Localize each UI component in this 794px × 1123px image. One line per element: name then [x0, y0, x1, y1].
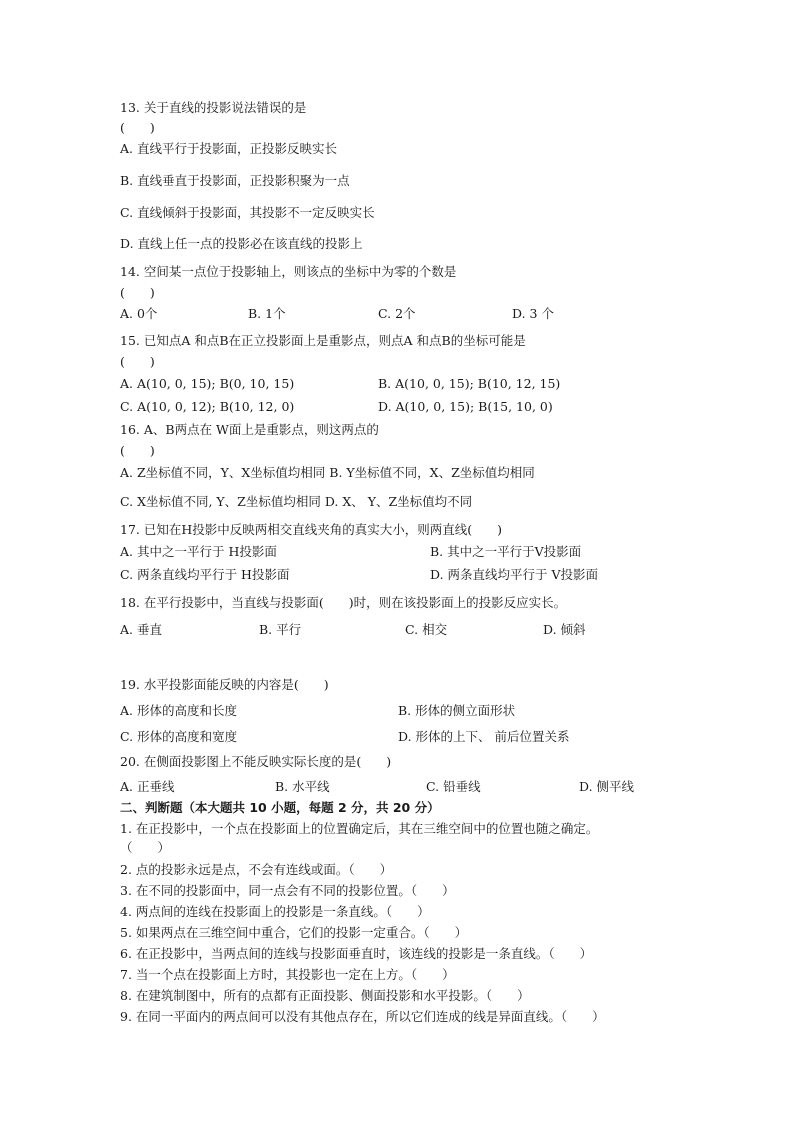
q17-option-c: C. 两条直线均平行于 H投影面 — [120, 567, 290, 582]
q14-blank: ( ) — [120, 285, 155, 300]
q19-option-a: A. 形体的高度和长度 — [120, 703, 237, 718]
q17-option-b: B. 其中之一平行于V投影面 — [430, 544, 582, 559]
q19-option-c: C. 形体的高度和宽度 — [120, 729, 238, 744]
judge-item-1: 1. 在正投影中，一个点在投影面上的位置确定后，其在三维空间中的位置也随之确定。 — [120, 821, 599, 836]
q15-blank: ( ) — [120, 354, 155, 369]
judge-item-7: 7. 当一个点在投影面上方时，其投影也一定在上方。（ ） — [120, 967, 455, 982]
q13-blank: ( ) — [120, 120, 155, 135]
q20-stem: 20. 在侧面投影图上不能反映实际长度的是( ) — [120, 754, 392, 769]
q15-option-c: C. A(10, 0, 12); B(10, 12, 0) — [120, 399, 295, 414]
q15-option-d: D. A(10, 0, 15); B(15, 10, 0) — [378, 399, 553, 414]
q13-option-c: C. 直线倾斜于投影面，其投影不一定反映实长 — [120, 205, 375, 220]
judge-item-6: 6. 在正投影中，当两点间的连线与投影面垂直时，该连线的投影是一条直线。（ ） — [120, 946, 593, 961]
q20-option-a: A. 正垂线 — [120, 779, 175, 794]
q17-option-d: D. 两条直线均平行于 V投影面 — [430, 567, 599, 582]
q13-option-a: A. 直线平行于投影面，正投影反映实长 — [120, 141, 337, 156]
q20-option-b: B. 水平线 — [275, 779, 330, 794]
q14-option-a: A. 0个 — [120, 306, 158, 321]
q17-option-a: A. 其中之一平行于 H投影面 — [120, 544, 277, 559]
q18-option-a: A. 垂直 — [120, 622, 162, 637]
q14-stem: 14. 空间某一点位于投影轴上，则该点的坐标中为零的个数是 — [120, 264, 457, 279]
section2-title: 二、判断题（本大题共 10 小题，每题 2 分，共 20 分） — [120, 800, 440, 815]
q18-option-b: B. 平行 — [259, 622, 302, 637]
q19-option-b: B. 形体的侧立面形状 — [398, 703, 516, 718]
judge-item-5: 5. 如果两点在三维空间中重合，它们的投影一定重合。（ ） — [120, 925, 468, 940]
q13-stem: 13. 关于直线的投影说法错误的是 — [120, 100, 307, 115]
q14-option-c: C. 2个 — [378, 306, 416, 321]
q16-blank: ( ) — [120, 443, 155, 458]
q20-option-d: D. 侧平线 — [579, 779, 635, 794]
q18-option-d: D. 倾斜 — [543, 622, 586, 637]
q19-stem: 19. 水平投影面能反映的内容是( ) — [120, 677, 329, 692]
q13-option-d: D. 直线上任一点的投影必在该直线的投影上 — [120, 236, 363, 251]
judge-item-2: 2. 点的投影永远是点，不会有连线或面。（ ） — [120, 862, 393, 877]
judge-item-3: 3. 在不同的投影面中，同一点会有不同的投影位置。（ ） — [120, 883, 455, 898]
q18-stem: 18. 在平行投影中，当直线与投影面( )时，则在该投影面上的投影反应实长。 — [120, 595, 567, 610]
q19-option-d: D. 形体的上下、 前后位置关系 — [398, 729, 570, 744]
q18-option-c: C. 相交 — [405, 622, 448, 637]
q13-option-b: B. 直线垂直于投影面，正投影积聚为一点 — [120, 173, 350, 188]
q15-option-b: B. A(10, 0, 15); B(10, 12, 15) — [378, 376, 561, 391]
q16-options-cd: C. X坐标值不同, Y、Z坐标值均相同 D. X、 Y、Z坐标值均不同 — [120, 494, 473, 509]
q16-stem: 16. A、B两点在 W面上是重影点，则这两点的 — [120, 422, 379, 437]
q15-option-a: A. A(10, 0, 15); B(0, 10, 15) — [120, 376, 295, 391]
q20-option-c: C. 铅垂线 — [426, 779, 481, 794]
q17-stem: 17. 已知在H投影中反映两相交直线夹角的真实大小，则两直线( ) — [120, 522, 503, 537]
judge-item-1-blank: （ ） — [120, 840, 171, 855]
q15-stem: 15. 已知点A 和点B在正立投影面上是重影点，则点A 和点B的坐标可能是 — [120, 333, 526, 348]
q16-options-ab: A. Z坐标值不同，Y、X坐标值均相同 B. Y坐标值不同，X、Z坐标值均相同 — [120, 465, 535, 480]
judge-item-8: 8. 在建筑制图中，所有的点都有正面投影、侧面投影和水平投影。（ ） — [120, 988, 530, 1003]
judge-item-4: 4. 两点间的连线在投影面上的投影是一条直线。（ ） — [120, 904, 430, 919]
q14-option-d: D. 3 个 — [512, 306, 554, 321]
q14-option-b: B. 1个 — [248, 306, 286, 321]
judge-item-9: 9. 在同一平面内的两点间可以没有其他点存在，所以它们连成的线是异面直线。（ ） — [120, 1009, 605, 1024]
